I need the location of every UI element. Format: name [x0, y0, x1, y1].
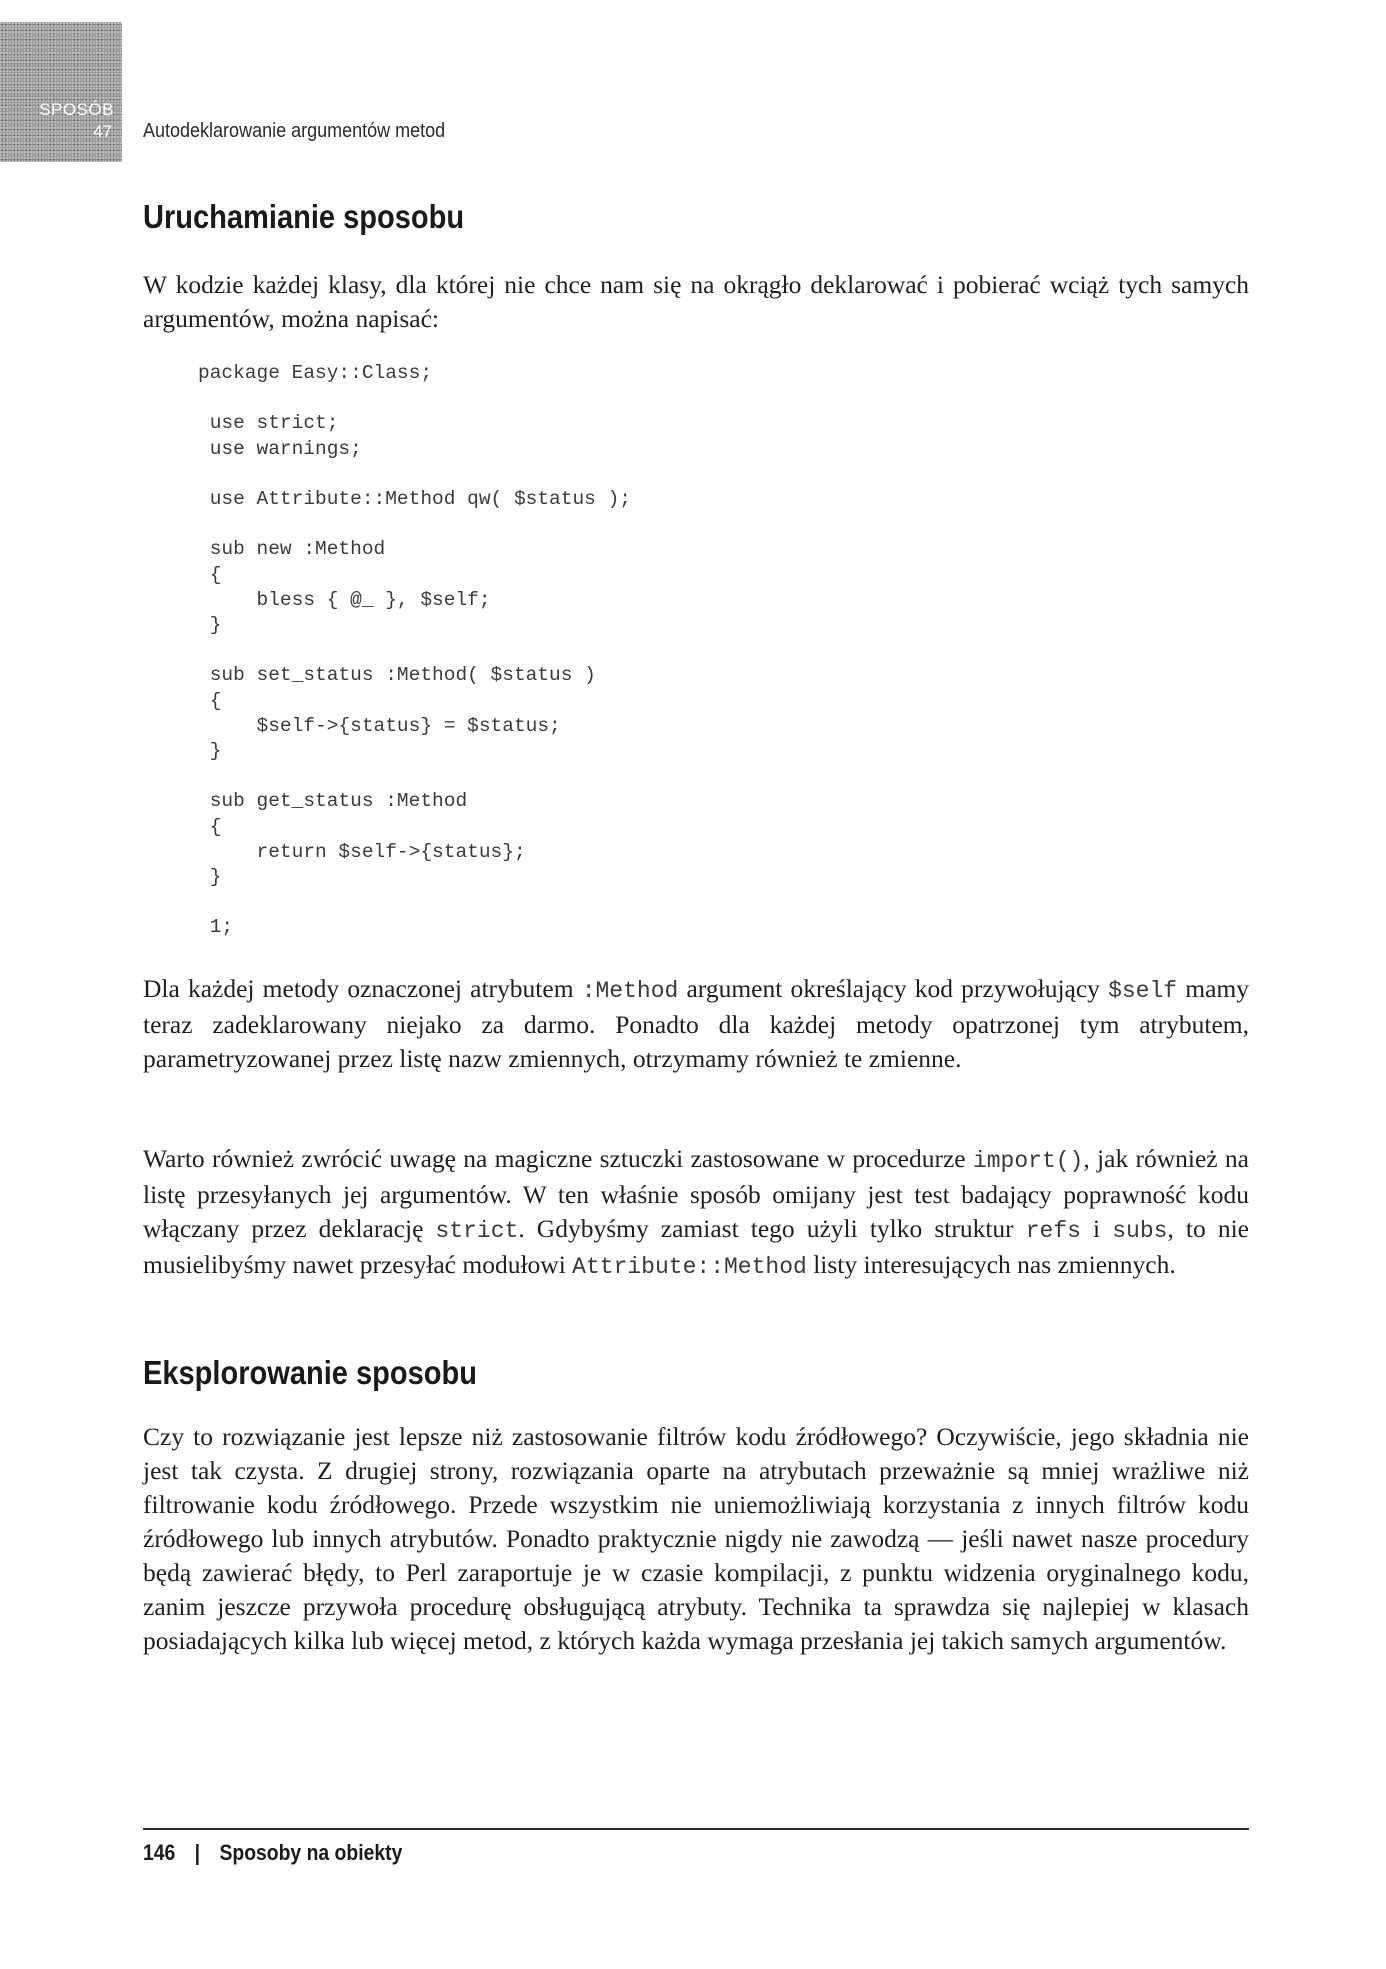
- text-run: , jak również na listę przesyłanych jej argumentów. W ten właśnie sposób omijany jest test badający poprawność kodu włączany przez deklarację: [143, 1144, 1249, 1243]
- inline-code: subs: [1112, 1218, 1168, 1244]
- chapter-tab: [0, 22, 122, 162]
- inline-code: strict: [435, 1218, 519, 1244]
- footer-divider: [143, 1828, 1249, 1830]
- text-run: Warto również zwrócić uwagę na magiczne sztuczki zastosowane w procedurze: [143, 1144, 973, 1173]
- footer-separator: |: [194, 1840, 201, 1865]
- inline-code: :Method: [581, 978, 679, 1004]
- book-title: Sposoby na obiekty: [219, 1840, 403, 1865]
- inline-code: $self: [1108, 978, 1178, 1004]
- text-run: Dla każdej metody oznaczonej atrybutem: [143, 974, 582, 1003]
- section-heading-eksplorowanie: Eksplorowanie sposobu: [143, 1354, 478, 1391]
- text-run: , to nie musielibyśmy nawet przesyłać modułowi: [143, 1214, 1249, 1279]
- running-head: Autodeklarowanie argumentów metod: [143, 120, 446, 142]
- paragraph-method-attribute: [143, 972, 1249, 1076]
- page-footer: [143, 1840, 402, 1866]
- paragraph-import-tricks: [143, 1142, 1249, 1284]
- page-number: 146: [143, 1840, 176, 1865]
- text-run: mamy teraz zadeklarowany niejako za darmo. Ponadto dla każdej metody opatrzonej tym atrybutem, parametryzowanej przez listę nazw zmiennych, otrzymamy również te zmienne.: [143, 974, 1249, 1073]
- chapter-tab-number: 47: [93, 122, 112, 141]
- section-heading-uruchamianie: Uruchamianie sposobu: [143, 198, 465, 235]
- text-run: listy interesujących nas zmiennych.: [806, 1250, 1176, 1279]
- paragraph-exploration: Czy to rozwiązanie jest lepsze niż zastosowanie filtrów kodu źródłowego? Oczywiście, jego składnia nie jest tak czysta. Z drugiej strony, rozwiązania oparte na atrybutach przeważnie są mniej wrażliwe niż filtrowanie kodu źródłowego. Przede wszystkim nie uniemożliwiają korzystania z innych filtrów kodu źródłowego lub innych atrybutów. Ponadto praktycznie nigdy nie zawodzą — jeśli nawet nasze procedury będą zawierać błędy, to Perl zaraportuje je w czasie kompilacji, z punktu widzenia oryginalnego kodu, zanim jeszcze przywoła procedurę obsługującą atrybuty. Technika ta sprawdza się najlepiej w klasach posiadających kilka lub więcej metod, z których każda wymaga przesłania jej takich samych argumentów.: [143, 1422, 1249, 1655]
- code-listing: package Easy::Class; use strict; use warnings; use Attribute::Method qw( $status ); sub new :Method { bless { @_ }, $self; } sub set_status :Method( $status ) { $self->{status} = $status; } sub get_status :Method { return $self->{status}; } 1;: [198, 362, 631, 939]
- intro-paragraph: W kodzie każdej klasy, dla której nie chce nam się na okrągło deklarować i pobierać wciąż tych samych argumentów, można napisać:: [143, 270, 1249, 333]
- text-run: i: [1080, 1214, 1113, 1243]
- text-run: . Gdybyśmy zamiast tego użyli tylko struktur: [518, 1214, 1026, 1243]
- inline-code: refs: [1025, 1218, 1081, 1244]
- inline-code: Attribute::Method: [572, 1254, 807, 1280]
- text-run: argument określający kod przywołujący: [678, 974, 1109, 1003]
- inline-code: import(): [972, 1148, 1084, 1174]
- chapter-tab-label: SPOSÓB: [39, 100, 114, 119]
